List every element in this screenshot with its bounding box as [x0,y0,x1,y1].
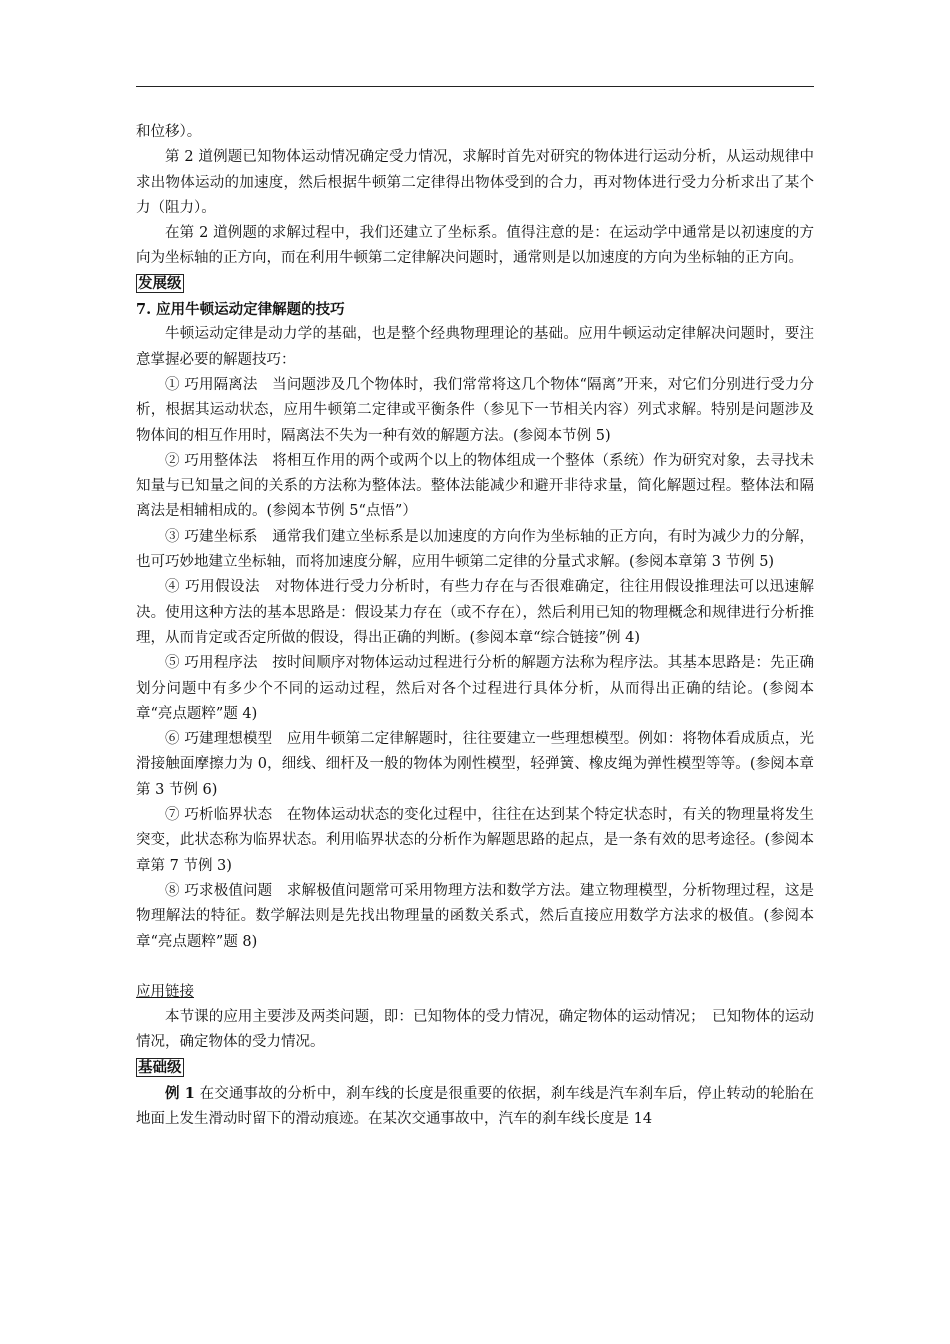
technique-item: ⑧ 巧求极值问题 求解极值问题常可采用物理方法和数学方法。建立物理模型，分析物理过程，这是物理解法的特征。数学解法则是先找出物理量的函数关系式，然后直接应用数学方法求的极值。(参阅本章“亮点题粹”题 8) [136,882,814,950]
example-text: 在交通事故的分析中，刹车线的长度是很重要的依据，刹车线是汽车刹车后，停止转动的轮胎在地面上发生滑动时留下的滑动痕迹。在某次交通事故中，汽车的刹车线长度是 14 [136,1085,815,1128]
example-paragraph [136,1081,814,1133]
section-title: 7. 应用牛顿运动定律解题的技巧 [136,301,345,319]
example-label: 例 1 [165,1084,195,1102]
section-intro: 牛顿运动定律是动力学的基础，也是整个经典物理理论的基础。应用牛顿运动定律解决问题时，要注意掌握必要的解题技巧： [136,326,814,368]
technique-item: ⑦ 巧析临界状态 在物体运动状态的变化过程中，往往在达到某个特定状态时，有关的物理量将发生突变，此状态称为临界状态。利用临界状态的分析作为解题思路的起点，是一条有效的思考途径。(参阅本章第 7 节例 3) [136,807,814,874]
technique-item: ⑥ 巧建理想模型 应用牛顿第二定律解题时，往往要建立一些理想模型。例如：将物体看成质点，光滑接触面摩擦力为 0，细线、细杆及一般的物体为刚性模型，轻弹簧、橡皮绳为弹性模型等等。(参阅本章第 3 节例 6) [136,731,814,798]
application-text: 本节课的应用主要涉及两类问题，即：已知物体的受力情况，确定物体的运动情况； 已知物体的运动情况，确定物体的受力情况。 [136,1009,814,1051]
technique-item: ④ 巧用假设法 对物体进行受力分析时，有些力存在与否很难确定，往往用假设推理法可以迅速解决。使用这种方法的基本思路是：假设某力存在（或不存在），然后利用已知的物理概念和规律进行分析推理，从而肯定或否定所做的假设，得出正确的判断。(参阅本章“综合链接”例 4) [136,579,814,646]
technique-item: ⑤ 巧用程序法 按时间顺序对物体运动过程进行分析的解题方法称为程序法。其基本思路是：先正确划分问题中有多少个不同的运动过程，然后对各个过程进行具体分析，从而得出正确的结论。(参阅本章“亮点题粹”题 4) [136,655,814,722]
technique-item: ① 巧用隔离法 当问题涉及几个物体时，我们常常将这几个物体“隔离”开来，对它们分别进行受力分析，根据其运动状态，应用牛顿第二定律或平衡条件（参见下一节相关内容）列式求解。特别是问题涉及物体间的相互作用时，隔离法不失为一种有效的解题方法。(参阅本节例 5) [136,376,814,444]
paragraph-continuation: 和位移）。 [136,124,202,140]
level-badge-development: 发展级 [138,274,182,292]
document-body [136,120,814,1133]
paragraph-coordinate-note: 在第 2 道例题的求解过程中，我们还建立了坐标系。值得注意的是：在运动学中通常是以初速度的方向为坐标轴的正方向，而在利用牛顿第二定律解决问题时，通常则是以加速度的方向为坐标轴的正方向。 [136,225,814,267]
paragraph-example2-analysis: 第 2 道例题已知物体运动情况确定受力情况，求解时首先对研究的物体进行运动分析，从运动规律中求出物体运动的加速度，然后根据牛顿第二定律得出物体受到的合力，再对物体进行受力分析求出了某个力（阻力）。 [136,149,814,216]
technique-item: ③ 巧建坐标系 通常我们建立坐标系是以加速度的方向作为坐标轴的正方向，有时为减少力的分解，也可巧妙地建立坐标轴，而将加速度分解，应用牛顿第二定律的分量式求解。(参阅本章第 3 节例 5) [136,528,814,571]
header-rule [136,86,814,87]
technique-item: ② 巧用整体法 将相互作用的两个或两个以上的物体组成一个整体（系统）作为研究对象，去寻找未知量与已知量之间的关系的方法称为整体法。整体法能减少和避开非待求量，简化解题过程。整体法和隔离法是相辅相成的。(参阅本节例 5“点悟”） [136,452,814,520]
level-badge-basic: 基础级 [138,1058,182,1076]
application-title: 应用链接 [136,983,194,1000]
